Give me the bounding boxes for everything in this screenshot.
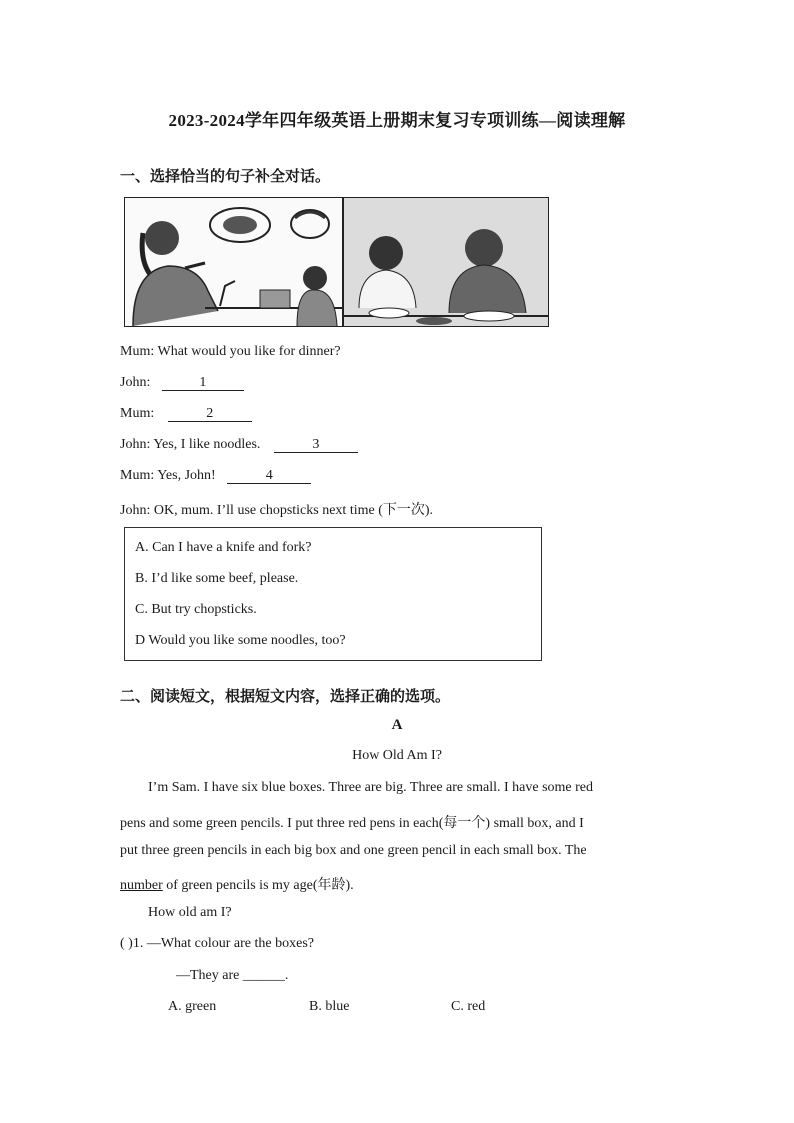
option-letter: A.: [135, 540, 149, 555]
option-c[interactable]: [135, 602, 257, 618]
option-text: Can I have a knife and fork?: [152, 540, 312, 555]
dialogue-text: What would you like for dinner?: [157, 344, 341, 359]
passage-label: A: [391, 717, 403, 733]
dialogue-note: (下一次).: [378, 503, 434, 518]
passage-line-1: I’m Sam. I have six blue boxes. Three are big. Three are small. I have some red: [148, 780, 593, 795]
options-box: [124, 527, 542, 661]
question-1-stem: 1. —What colour are the boxes?: [132, 936, 314, 951]
speaker: John:: [120, 375, 151, 390]
speaker: Mum:: [120, 406, 155, 421]
option-letter: C.: [135, 602, 148, 617]
option-d[interactable]: [135, 633, 346, 649]
choice-b[interactable]: B. blue: [309, 999, 350, 1014]
section1-heading: 一、选择恰当的句子补全对话。: [120, 169, 331, 185]
option-a[interactable]: [135, 540, 312, 556]
blank-2[interactable]: 2: [168, 406, 252, 422]
option-letter: B.: [135, 571, 148, 586]
dialogue-text: Yes, John!: [157, 468, 216, 483]
option-letter: D: [135, 633, 146, 648]
option-text: Would you like some noodles, too?: [148, 633, 346, 648]
underlined-word: number: [120, 878, 163, 893]
dialogue-line-1: [120, 344, 341, 360]
option-text: But try chopsticks.: [151, 602, 257, 617]
speaker: John:: [120, 503, 151, 518]
illustration-mum-asking: [124, 197, 343, 327]
option-text: I’d like some beef, please.: [151, 571, 299, 586]
blank-3[interactable]: 3: [274, 437, 358, 453]
passage-line-4: [120, 874, 354, 894]
dialogue-line-5: [120, 468, 311, 484]
blank-1[interactable]: 1: [162, 375, 244, 391]
question-1-answer-line: —They are ______.: [176, 968, 289, 983]
choice-a[interactable]: A. green: [168, 999, 217, 1014]
choice-c[interactable]: C. red: [451, 999, 486, 1014]
speaker: Mum:: [120, 468, 155, 483]
section2-heading: 二、阅读短文，根据短文内容，选择正确的选项。: [120, 689, 451, 705]
dinner-table-drawing: [344, 198, 548, 326]
dialogue-text: OK, mum. I’ll use chopsticks next time: [153, 503, 375, 518]
passage-title: How Old Am I?: [352, 748, 442, 763]
page-title: 2023-2024学年四年级英语上册期末复习专项训练—阅读理解: [168, 111, 626, 130]
dialogue-line-6: [120, 499, 433, 519]
passage-line-3: put three green pencils in each big box and one green pencil in each small box. The: [120, 843, 587, 858]
passage-line-4-rest: of green pencils is my age(年龄).: [162, 878, 354, 893]
speaker: John:: [120, 437, 151, 452]
dialogue-text: Yes, I like noodles.: [153, 437, 261, 452]
speaker: Mum:: [120, 344, 155, 359]
passage-line-2: pens and some green pencils. I put three red pens in each(每一个) small box, and I: [120, 816, 584, 831]
illustration-dinner-table: [343, 197, 549, 327]
passage-question: How old am I?: [148, 905, 232, 920]
blank-4[interactable]: 4: [227, 468, 311, 484]
dialogue-line-4: [120, 437, 358, 453]
question-1: [120, 936, 314, 952]
dialogue-line-2: [120, 375, 244, 391]
dialogue-line-3: [120, 406, 252, 422]
option-b[interactable]: [135, 571, 298, 587]
mum-asking-drawing: [125, 198, 342, 326]
answer-paren[interactable]: ( ): [120, 936, 133, 951]
